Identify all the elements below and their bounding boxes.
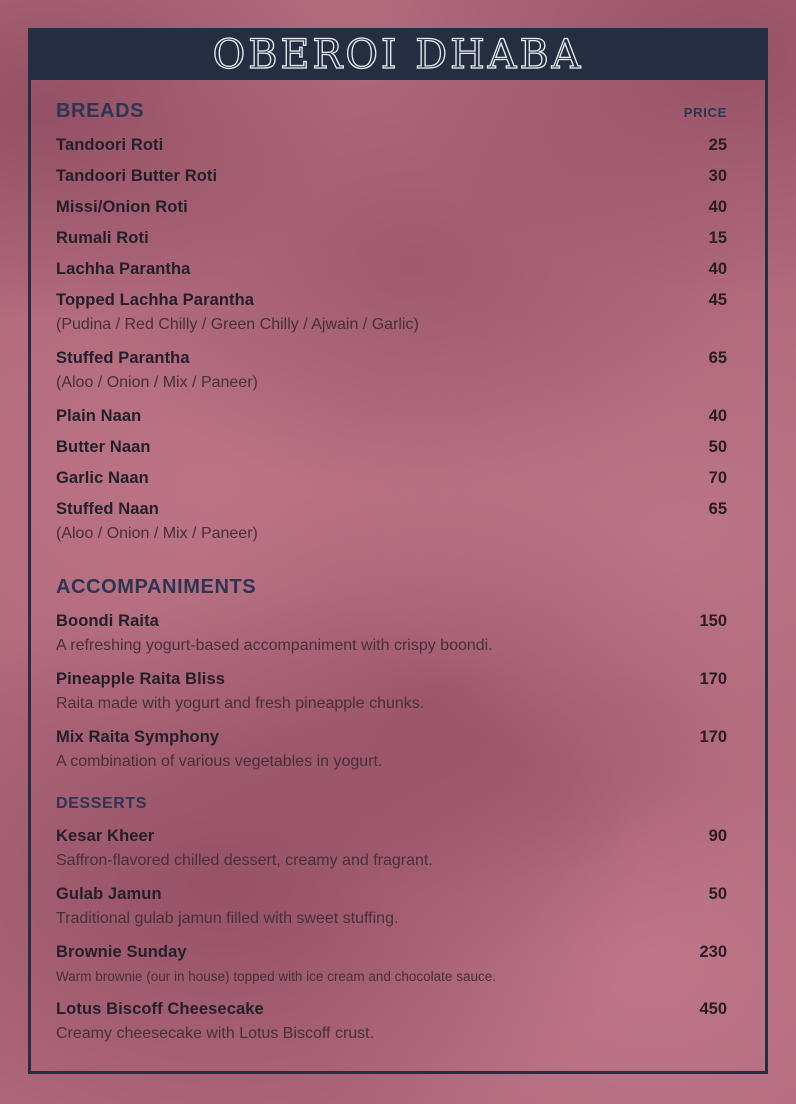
item-name: Pineapple Raita Bliss [56, 670, 225, 688]
price-column-label: PRICE [683, 105, 727, 120]
menu-item-row [56, 670, 727, 689]
menu-sections [31, 80, 765, 1043]
item-name: Boondi Raita [56, 612, 159, 630]
item-description: Traditional gulab jamun filled with sweet stuffing. [56, 910, 399, 927]
section-heading-row [56, 795, 727, 813]
menu-item-row [56, 260, 727, 279]
section-title: DESSERTS [56, 795, 148, 812]
menu-item-row [56, 438, 727, 457]
section-title: ACCOMPANIMENTS [56, 576, 257, 598]
item-description: Saffron-flavored chilled dessert, creamy and fragrant. [56, 852, 433, 869]
menu-item-row [56, 500, 727, 519]
item-name: Gulab Jamun [56, 885, 162, 903]
menu-item-row [56, 469, 727, 488]
item-price: 65 [708, 349, 727, 367]
item-description: Warm brownie (our in house) topped with ice cream and chocolate sauce. [56, 969, 496, 984]
item-price: 170 [699, 670, 727, 688]
item-description: A refreshing yogurt-based accompaniment with crispy boondi. [56, 637, 493, 654]
item-price: 90 [708, 827, 727, 845]
section-heading-row [56, 576, 727, 598]
section-accompaniments [56, 576, 727, 771]
title-band [30, 30, 766, 80]
item-description: Creamy cheesecake with Lotus Biscoff crust. [56, 1025, 375, 1042]
item-price: 50 [708, 438, 727, 456]
item-name: Brownie Sunday [56, 943, 187, 961]
item-price: 40 [708, 198, 727, 216]
item-price: 40 [708, 407, 727, 425]
item-name: Lotus Biscoff Cheesecake [56, 1000, 264, 1018]
restaurant-title-art [30, 30, 766, 80]
item-description: (Aloo / Onion / Mix / Paneer) [56, 374, 258, 391]
section-desserts [56, 795, 727, 1043]
menu-item-row [56, 349, 727, 368]
item-price: 70 [708, 469, 727, 487]
item-price: 230 [699, 943, 727, 961]
item-name: Lachha Parantha [56, 260, 191, 278]
item-name: Tandoori Butter Roti [56, 167, 218, 185]
item-name: Plain Naan [56, 407, 142, 425]
menu-item-row [56, 612, 727, 631]
menu-item-row [56, 885, 727, 904]
item-description: Raita made with yogurt and fresh pineapple chunks. [56, 695, 425, 712]
item-price: 50 [708, 885, 727, 903]
section-heading-row [56, 100, 727, 122]
item-name: Stuffed Parantha [56, 349, 190, 367]
item-name: Rumali Roti [56, 229, 149, 247]
item-price: 40 [708, 260, 727, 278]
menu-item-row [56, 407, 727, 426]
menu-item-row [56, 198, 727, 217]
item-description: A combination of various vegetables in yogurt. [56, 753, 383, 770]
item-name: Topped Lachha Parantha [56, 291, 255, 309]
menu-item-row [56, 167, 727, 186]
item-name: Mix Raita Symphony [56, 728, 220, 746]
item-description: (Pudina / Red Chilly / Green Chilly / Ajwain / Garlic) [56, 316, 419, 333]
item-price: 170 [699, 728, 727, 746]
item-price: 25 [708, 136, 727, 154]
item-price: 15 [708, 229, 727, 247]
item-name: Stuffed Naan [56, 500, 159, 518]
item-description: (Aloo / Onion / Mix / Paneer) [56, 525, 258, 542]
menu-item-row [56, 291, 727, 310]
item-price: 65 [708, 500, 727, 518]
item-price: 30 [708, 167, 727, 185]
menu-item-row [56, 136, 727, 155]
section-breads [56, 100, 727, 543]
item-name: Kesar Kheer [56, 827, 155, 845]
item-name: Garlic Naan [56, 469, 149, 487]
menu-item-row [56, 1000, 727, 1019]
item-price: 450 [699, 1000, 727, 1018]
section-title: BREADS [56, 100, 145, 122]
restaurant-title: OBEROI DHABA [212, 31, 584, 78]
item-price: 45 [708, 291, 727, 309]
menu-frame [28, 28, 768, 1074]
item-price: 150 [699, 612, 727, 630]
menu-item-row [56, 229, 727, 248]
item-name: Butter Naan [56, 438, 151, 456]
menu-item-row [56, 827, 727, 846]
item-name: Tandoori Roti [56, 136, 164, 154]
menu-item-row [56, 943, 727, 962]
item-name: Missi/Onion Roti [56, 198, 188, 216]
menu-item-row [56, 728, 727, 747]
